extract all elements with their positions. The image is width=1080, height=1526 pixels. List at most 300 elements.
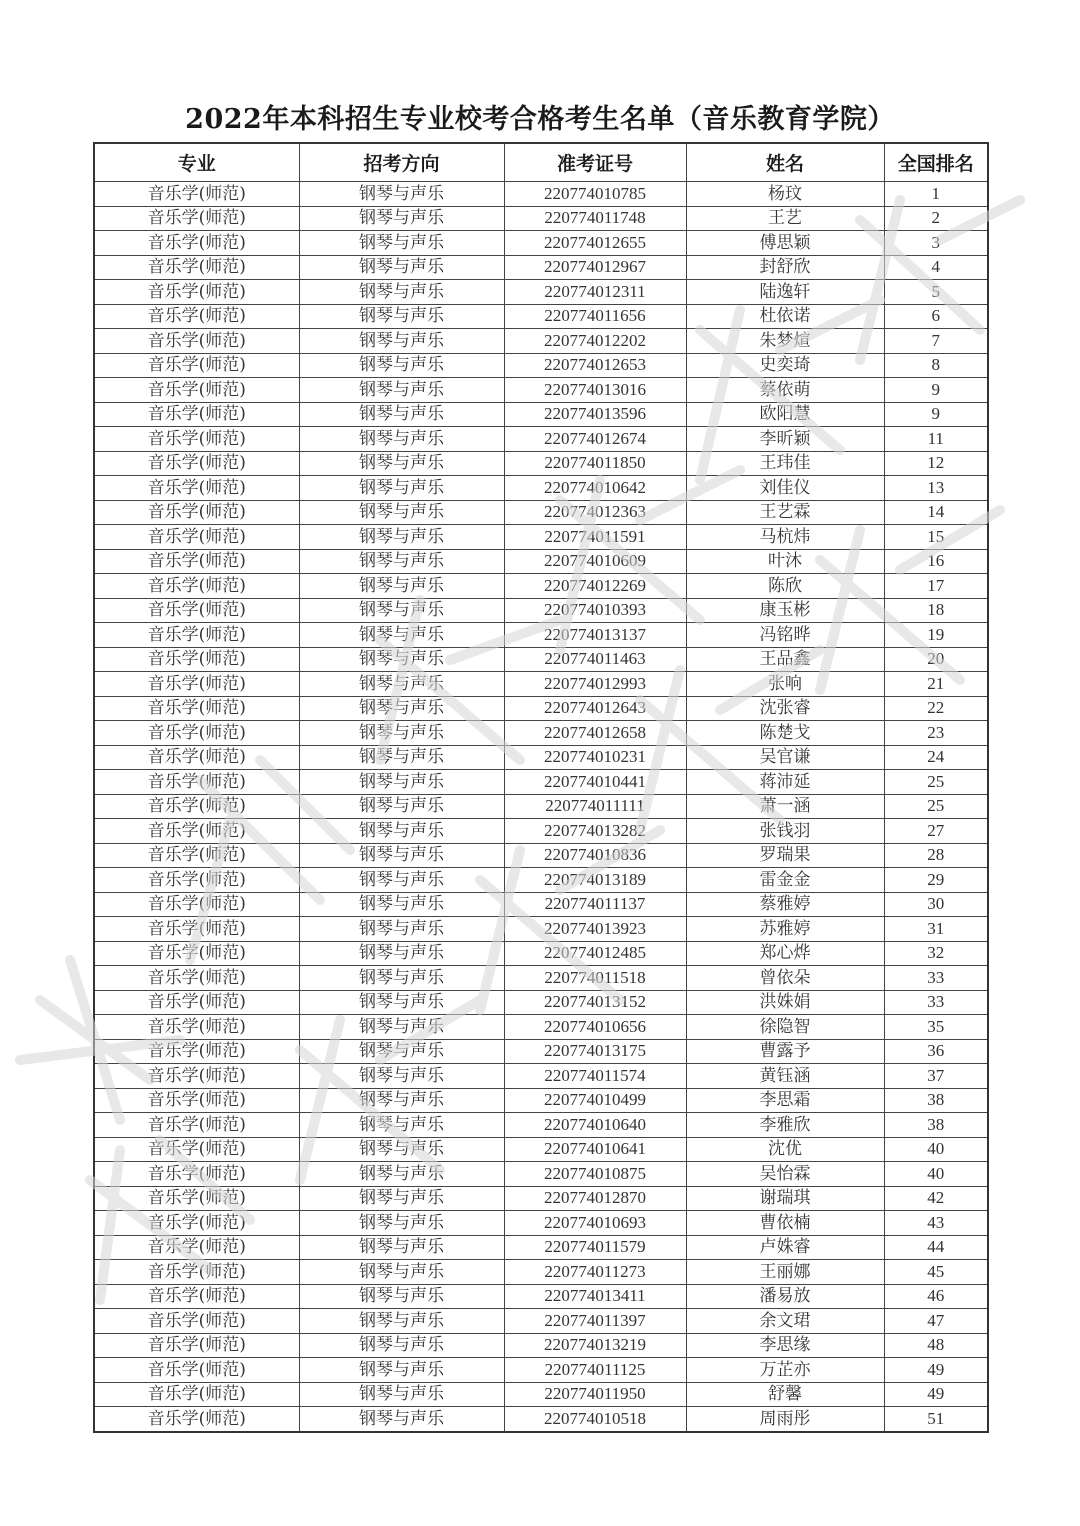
table-row — [94, 1186, 988, 1211]
table-row — [94, 745, 988, 770]
cell-name: 曹依楠 — [686, 1211, 884, 1236]
table-row — [94, 647, 988, 672]
cell-major: 音乐学(师范) — [94, 843, 299, 868]
cell-rank: 40 — [884, 1162, 988, 1187]
cell-exam-id: 220774012967 — [504, 255, 686, 280]
cell-rank: 46 — [884, 1284, 988, 1309]
cell-name: 封舒欣 — [686, 255, 884, 280]
cell-rank: 31 — [884, 917, 988, 942]
cell-rank: 44 — [884, 1235, 988, 1260]
table-row — [94, 623, 988, 648]
cell-exam-id: 220774012485 — [504, 941, 686, 966]
cell-name: 苏雅婷 — [686, 917, 884, 942]
cell-direction: 钢琴与声乐 — [299, 304, 504, 329]
table-row — [94, 1039, 988, 1064]
cell-direction: 钢琴与声乐 — [299, 1309, 504, 1334]
cell-exam-id: 220774012993 — [504, 672, 686, 697]
cell-exam-id: 220774012674 — [504, 427, 686, 452]
cell-major: 音乐学(师范) — [94, 598, 299, 623]
cell-major: 音乐学(师范) — [94, 966, 299, 991]
cell-name: 欧阳慧 — [686, 402, 884, 427]
cell-rank: 28 — [884, 843, 988, 868]
cell-exam-id: 220774013596 — [504, 402, 686, 427]
cell-direction: 钢琴与声乐 — [299, 500, 504, 525]
cell-name: 李昕颖 — [686, 427, 884, 452]
cell-exam-id: 220774010785 — [504, 182, 686, 207]
cell-rank: 29 — [884, 868, 988, 893]
cell-direction: 钢琴与声乐 — [299, 1162, 504, 1187]
table-row — [94, 500, 988, 525]
cell-rank: 51 — [884, 1407, 988, 1432]
cell-direction: 钢琴与声乐 — [299, 794, 504, 819]
table-row — [94, 794, 988, 819]
cell-rank: 7 — [884, 329, 988, 354]
cell-exam-id: 220774012655 — [504, 231, 686, 256]
cell-name: 曹露予 — [686, 1039, 884, 1064]
cell-major: 音乐学(师范) — [94, 1039, 299, 1064]
cell-rank: 4 — [884, 255, 988, 280]
cell-direction: 钢琴与声乐 — [299, 1358, 504, 1383]
cell-major: 音乐学(师范) — [94, 402, 299, 427]
cell-major: 音乐学(师范) — [94, 353, 299, 378]
table-row — [94, 1211, 988, 1236]
cell-major: 音乐学(师范) — [94, 182, 299, 207]
cell-major: 音乐学(师范) — [94, 231, 299, 256]
cell-exam-id: 220774010499 — [504, 1088, 686, 1113]
cell-name: 王艺霖 — [686, 500, 884, 525]
cell-name: 周雨彤 — [686, 1407, 884, 1432]
cell-rank: 19 — [884, 623, 988, 648]
cell-major: 音乐学(师范) — [94, 868, 299, 893]
cell-direction: 钢琴与声乐 — [299, 745, 504, 770]
cell-major: 音乐学(师范) — [94, 500, 299, 525]
cell-name: 冯铭晔 — [686, 623, 884, 648]
table-row — [94, 1137, 988, 1162]
cell-name: 陈楚戈 — [686, 721, 884, 746]
cell-direction: 钢琴与声乐 — [299, 990, 504, 1015]
cell-name: 李思缘 — [686, 1333, 884, 1358]
cell-rank: 35 — [884, 1015, 988, 1040]
cell-rank: 38 — [884, 1113, 988, 1138]
cell-major: 音乐学(师范) — [94, 304, 299, 329]
cell-name: 余文珺 — [686, 1309, 884, 1334]
cell-name: 朱梦煊 — [686, 329, 884, 354]
cell-rank: 45 — [884, 1260, 988, 1285]
cell-name: 吴官谦 — [686, 745, 884, 770]
cell-rank: 33 — [884, 990, 988, 1015]
table-row — [94, 329, 988, 354]
table-row — [94, 525, 988, 550]
cell-direction: 钢琴与声乐 — [299, 892, 504, 917]
cell-name: 张钱羽 — [686, 819, 884, 844]
cell-major: 音乐学(师范) — [94, 672, 299, 697]
cell-name: 萧一涵 — [686, 794, 884, 819]
table-row — [94, 1088, 988, 1113]
table-body — [94, 182, 988, 1432]
cell-exam-id: 220774011125 — [504, 1358, 686, 1383]
cell-major: 音乐学(师范) — [94, 1309, 299, 1334]
table-row — [94, 476, 988, 501]
cell-direction: 钢琴与声乐 — [299, 231, 504, 256]
cell-rank: 25 — [884, 770, 988, 795]
cell-exam-id: 220774012643 — [504, 696, 686, 721]
cell-exam-id: 220774012653 — [504, 353, 686, 378]
cell-major: 音乐学(师范) — [94, 1382, 299, 1407]
cell-direction: 钢琴与声乐 — [299, 1088, 504, 1113]
cell-exam-id: 220774011574 — [504, 1064, 686, 1089]
table-row — [94, 1235, 988, 1260]
cell-direction: 钢琴与声乐 — [299, 427, 504, 452]
cell-exam-id: 220774013411 — [504, 1284, 686, 1309]
cell-direction: 钢琴与声乐 — [299, 868, 504, 893]
cell-exam-id: 220774013016 — [504, 378, 686, 403]
table-row — [94, 1358, 988, 1383]
cell-direction: 钢琴与声乐 — [299, 1211, 504, 1236]
cell-rank: 5 — [884, 280, 988, 305]
cell-rank: 9 — [884, 378, 988, 403]
cell-exam-id: 220774012658 — [504, 721, 686, 746]
cell-name: 卢姝睿 — [686, 1235, 884, 1260]
cell-exam-id: 220774011463 — [504, 647, 686, 672]
cell-major: 音乐学(师范) — [94, 696, 299, 721]
cell-name: 郑心烨 — [686, 941, 884, 966]
cell-name: 徐隐智 — [686, 1015, 884, 1040]
cell-exam-id: 220774010609 — [504, 549, 686, 574]
table-row — [94, 549, 988, 574]
table-row — [94, 819, 988, 844]
table-row — [94, 843, 988, 868]
cell-name: 吴怡霖 — [686, 1162, 884, 1187]
cell-direction: 钢琴与声乐 — [299, 206, 504, 231]
cell-name: 史奕琦 — [686, 353, 884, 378]
cell-major: 音乐学(师范) — [94, 721, 299, 746]
cell-rank: 15 — [884, 525, 988, 550]
cell-direction: 钢琴与声乐 — [299, 672, 504, 697]
cell-rank: 48 — [884, 1333, 988, 1358]
cell-direction: 钢琴与声乐 — [299, 1113, 504, 1138]
cell-major: 音乐学(师范) — [94, 574, 299, 599]
cell-rank: 20 — [884, 647, 988, 672]
table-row — [94, 917, 988, 942]
cell-major: 音乐学(师范) — [94, 1284, 299, 1309]
cell-exam-id: 220774010875 — [504, 1162, 686, 1187]
cell-direction: 钢琴与声乐 — [299, 525, 504, 550]
cell-name: 潘易放 — [686, 1284, 884, 1309]
table-row — [94, 182, 988, 207]
cell-direction: 钢琴与声乐 — [299, 378, 504, 403]
table-row — [94, 402, 988, 427]
cell-exam-id: 220774012269 — [504, 574, 686, 599]
cell-exam-id: 220774010693 — [504, 1211, 686, 1236]
cell-exam-id: 220774011950 — [504, 1382, 686, 1407]
table-row — [94, 892, 988, 917]
table-row — [94, 941, 988, 966]
page-title: 2022年本科招生专业校考合格考生名单（音乐教育学院） — [185, 104, 895, 135]
table-row — [94, 1260, 988, 1285]
cell-major: 音乐学(师范) — [94, 794, 299, 819]
cell-exam-id: 220774013175 — [504, 1039, 686, 1064]
header-direction: 招考方向 — [299, 143, 504, 182]
cell-direction: 钢琴与声乐 — [299, 182, 504, 207]
cell-major: 音乐学(师范) — [94, 1064, 299, 1089]
cell-name: 李雅欣 — [686, 1113, 884, 1138]
cell-name: 沈张睿 — [686, 696, 884, 721]
cell-major: 音乐学(师范) — [94, 1333, 299, 1358]
cell-major: 音乐学(师范) — [94, 1358, 299, 1383]
cell-name: 蔡依萌 — [686, 378, 884, 403]
cell-exam-id: 220774010518 — [504, 1407, 686, 1432]
cell-name: 万芷亦 — [686, 1358, 884, 1383]
cell-direction: 钢琴与声乐 — [299, 1284, 504, 1309]
cell-direction: 钢琴与声乐 — [299, 280, 504, 305]
cell-exam-id: 220774012202 — [504, 329, 686, 354]
cell-name: 马杭炜 — [686, 525, 884, 550]
cell-major: 音乐学(师范) — [94, 892, 299, 917]
cell-direction: 钢琴与声乐 — [299, 1064, 504, 1089]
table-row — [94, 304, 988, 329]
table-row — [94, 451, 988, 476]
table-row — [94, 721, 988, 746]
cell-name: 雷金金 — [686, 868, 884, 893]
cell-major: 音乐学(师范) — [94, 745, 299, 770]
cell-rank: 42 — [884, 1186, 988, 1211]
cell-exam-id: 220774010640 — [504, 1113, 686, 1138]
cell-rank: 11 — [884, 427, 988, 452]
cell-major: 音乐学(师范) — [94, 1260, 299, 1285]
cell-rank: 32 — [884, 941, 988, 966]
cell-major: 音乐学(师范) — [94, 623, 299, 648]
cell-exam-id: 220774012311 — [504, 280, 686, 305]
table-row — [94, 378, 988, 403]
cell-exam-id: 220774011656 — [504, 304, 686, 329]
cell-major: 音乐学(师范) — [94, 427, 299, 452]
table-header — [94, 143, 988, 182]
table-row — [94, 1064, 988, 1089]
cell-direction: 钢琴与声乐 — [299, 647, 504, 672]
cell-major: 音乐学(师范) — [94, 1113, 299, 1138]
table-row — [94, 770, 988, 795]
cell-direction: 钢琴与声乐 — [299, 966, 504, 991]
cell-rank: 8 — [884, 353, 988, 378]
cell-major: 音乐学(师范) — [94, 1235, 299, 1260]
cell-major: 音乐学(师范) — [94, 1137, 299, 1162]
cell-direction: 钢琴与声乐 — [299, 941, 504, 966]
cell-name: 蔡雅婷 — [686, 892, 884, 917]
cell-direction: 钢琴与声乐 — [299, 1235, 504, 1260]
cell-rank: 3 — [884, 231, 988, 256]
cell-name: 杜依诺 — [686, 304, 884, 329]
cell-direction: 钢琴与声乐 — [299, 623, 504, 648]
cell-name: 蒋沛延 — [686, 770, 884, 795]
cell-direction: 钢琴与声乐 — [299, 402, 504, 427]
cell-rank: 23 — [884, 721, 988, 746]
cell-major: 音乐学(师范) — [94, 1186, 299, 1211]
cell-direction: 钢琴与声乐 — [299, 1186, 504, 1211]
cell-rank: 13 — [884, 476, 988, 501]
cell-major: 音乐学(师范) — [94, 1015, 299, 1040]
table-row — [94, 868, 988, 893]
cell-name: 舒馨 — [686, 1382, 884, 1407]
cell-name: 王品鑫 — [686, 647, 884, 672]
cell-rank: 38 — [884, 1088, 988, 1113]
cell-direction: 钢琴与声乐 — [299, 1260, 504, 1285]
cell-exam-id: 220774010441 — [504, 770, 686, 795]
cell-exam-id: 220774011748 — [504, 206, 686, 231]
cell-major: 音乐学(师范) — [94, 819, 299, 844]
cell-direction: 钢琴与声乐 — [299, 770, 504, 795]
header-name: 姓名 — [686, 143, 884, 182]
cell-exam-id: 220774011273 — [504, 1260, 686, 1285]
cell-exam-id: 220774010836 — [504, 843, 686, 868]
cell-name: 洪姝娟 — [686, 990, 884, 1015]
cell-rank: 22 — [884, 696, 988, 721]
cell-name: 张响 — [686, 672, 884, 697]
cell-direction: 钢琴与声乐 — [299, 476, 504, 501]
cell-exam-id: 220774013282 — [504, 819, 686, 844]
cell-rank: 21 — [884, 672, 988, 697]
cell-direction: 钢琴与声乐 — [299, 843, 504, 868]
cell-direction: 钢琴与声乐 — [299, 819, 504, 844]
cell-rank: 49 — [884, 1358, 988, 1383]
cell-exam-id: 220774011397 — [504, 1309, 686, 1334]
cell-rank: 17 — [884, 574, 988, 599]
cell-rank: 2 — [884, 206, 988, 231]
cell-name: 沈优 — [686, 1137, 884, 1162]
cell-exam-id: 220774012363 — [504, 500, 686, 525]
cell-exam-id: 220774011850 — [504, 451, 686, 476]
cell-rank: 12 — [884, 451, 988, 476]
table-row — [94, 206, 988, 231]
cell-rank: 37 — [884, 1064, 988, 1089]
cell-exam-id: 220774010641 — [504, 1137, 686, 1162]
table-row — [94, 255, 988, 280]
cell-exam-id: 220774011518 — [504, 966, 686, 991]
cell-exam-id: 220774011579 — [504, 1235, 686, 1260]
cell-major: 音乐学(师范) — [94, 1162, 299, 1187]
candidate-table — [93, 142, 989, 1433]
cell-exam-id: 220774013923 — [504, 917, 686, 942]
cell-exam-id: 220774010656 — [504, 1015, 686, 1040]
cell-rank: 30 — [884, 892, 988, 917]
cell-major: 音乐学(师范) — [94, 647, 299, 672]
cell-exam-id: 220774013189 — [504, 868, 686, 893]
cell-major: 音乐学(师范) — [94, 451, 299, 476]
header-major: 专业 — [94, 143, 299, 182]
cell-direction: 钢琴与声乐 — [299, 598, 504, 623]
header-rank: 全国排名 — [884, 143, 988, 182]
table-row — [94, 427, 988, 452]
cell-direction: 钢琴与声乐 — [299, 1137, 504, 1162]
cell-exam-id: 220774011137 — [504, 892, 686, 917]
cell-direction: 钢琴与声乐 — [299, 329, 504, 354]
cell-exam-id: 220774011591 — [504, 525, 686, 550]
cell-name: 康玉彬 — [686, 598, 884, 623]
cell-major: 音乐学(师范) — [94, 255, 299, 280]
table-row — [94, 1382, 988, 1407]
cell-rank: 16 — [884, 549, 988, 574]
cell-major: 音乐学(师范) — [94, 525, 299, 550]
cell-rank: 36 — [884, 1039, 988, 1064]
cell-direction: 钢琴与声乐 — [299, 549, 504, 574]
cell-direction: 钢琴与声乐 — [299, 1333, 504, 1358]
cell-exam-id: 220774011111 — [504, 794, 686, 819]
cell-rank: 33 — [884, 966, 988, 991]
cell-name: 叶沐 — [686, 549, 884, 574]
cell-major: 音乐学(师范) — [94, 280, 299, 305]
cell-name: 杨玟 — [686, 182, 884, 207]
cell-major: 音乐学(师范) — [94, 1088, 299, 1113]
table-row — [94, 696, 988, 721]
cell-major: 音乐学(师范) — [94, 206, 299, 231]
cell-direction: 钢琴与声乐 — [299, 721, 504, 746]
cell-rank: 1 — [884, 182, 988, 207]
cell-rank: 25 — [884, 794, 988, 819]
cell-name: 黄钰涵 — [686, 1064, 884, 1089]
header-exam-id: 准考证号 — [504, 143, 686, 182]
table-row — [94, 280, 988, 305]
cell-direction: 钢琴与声乐 — [299, 255, 504, 280]
cell-exam-id: 220774010231 — [504, 745, 686, 770]
table-row — [94, 990, 988, 1015]
cell-name: 刘佳仪 — [686, 476, 884, 501]
cell-name: 谢瑞琪 — [686, 1186, 884, 1211]
table-row — [94, 1113, 988, 1138]
cell-direction: 钢琴与声乐 — [299, 1382, 504, 1407]
table-row — [94, 1015, 988, 1040]
cell-name: 王艺 — [686, 206, 884, 231]
cell-direction: 钢琴与声乐 — [299, 451, 504, 476]
cell-direction: 钢琴与声乐 — [299, 574, 504, 599]
cell-name: 王玮佳 — [686, 451, 884, 476]
cell-direction: 钢琴与声乐 — [299, 1015, 504, 1040]
table-row — [94, 1333, 988, 1358]
cell-direction: 钢琴与声乐 — [299, 1039, 504, 1064]
cell-exam-id: 220774013137 — [504, 623, 686, 648]
cell-rank: 9 — [884, 402, 988, 427]
cell-name: 李思霜 — [686, 1088, 884, 1113]
cell-exam-id: 220774013219 — [504, 1333, 686, 1358]
cell-name: 王丽娜 — [686, 1260, 884, 1285]
cell-major: 音乐学(师范) — [94, 990, 299, 1015]
cell-exam-id: 220774010393 — [504, 598, 686, 623]
table-row — [94, 966, 988, 991]
cell-name: 陆逸轩 — [686, 280, 884, 305]
table-row — [94, 574, 988, 599]
cell-rank: 6 — [884, 304, 988, 329]
cell-direction: 钢琴与声乐 — [299, 696, 504, 721]
cell-exam-id: 220774012870 — [504, 1186, 686, 1211]
cell-direction: 钢琴与声乐 — [299, 1407, 504, 1432]
table-row — [94, 1309, 988, 1334]
cell-rank: 49 — [884, 1382, 988, 1407]
cell-major: 音乐学(师范) — [94, 1211, 299, 1236]
table-row — [94, 1407, 988, 1432]
cell-direction: 钢琴与声乐 — [299, 917, 504, 942]
table-row — [94, 672, 988, 697]
table-row — [94, 231, 988, 256]
cell-major: 音乐学(师范) — [94, 917, 299, 942]
cell-name: 陈欣 — [686, 574, 884, 599]
cell-major: 音乐学(师范) — [94, 378, 299, 403]
cell-major: 音乐学(师范) — [94, 1407, 299, 1432]
cell-rank: 40 — [884, 1137, 988, 1162]
cell-name: 罗瑞果 — [686, 843, 884, 868]
table-row — [94, 1284, 988, 1309]
cell-rank: 47 — [884, 1309, 988, 1334]
cell-major: 音乐学(师范) — [94, 941, 299, 966]
cell-rank: 43 — [884, 1211, 988, 1236]
cell-name: 傅思颖 — [686, 231, 884, 256]
